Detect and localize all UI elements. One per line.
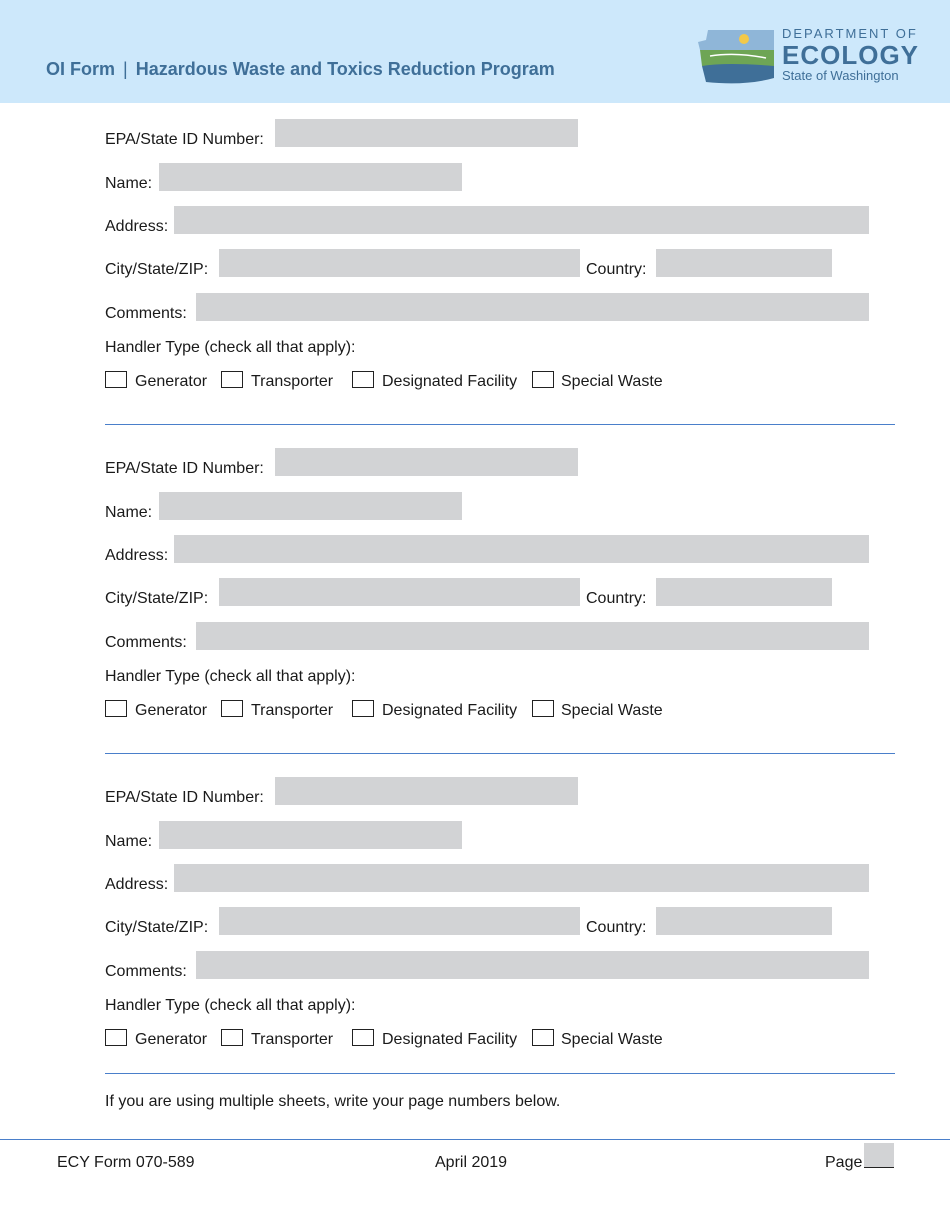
header-title [46, 59, 555, 80]
handler-type-label: Handler Type (check all that apply): [105, 668, 356, 685]
country-label: Country: [586, 919, 647, 936]
city-state-zip-label: City/State/ZIP: [105, 590, 209, 607]
transporter-label: Transporter [251, 373, 334, 390]
washington-state-logo-icon [696, 26, 778, 88]
country-field[interactable] [656, 578, 832, 606]
address-field[interactable] [174, 206, 869, 234]
epa-id-field[interactable] [275, 119, 578, 147]
page-number-field[interactable] [864, 1143, 894, 1168]
page-label: Page [825, 1154, 863, 1171]
logo-text [782, 26, 919, 84]
special-waste-checkbox[interactable] [532, 1029, 554, 1046]
handler-section-3 [0, 768, 950, 1098]
generator-label: Generator [135, 373, 208, 390]
country-field[interactable] [656, 249, 832, 277]
generator-checkbox[interactable] [105, 700, 127, 717]
special-waste-label: Special Waste [561, 1031, 663, 1048]
country-label: Country: [586, 590, 647, 607]
address-label: Address: [105, 876, 169, 893]
title-separator: | [123, 59, 128, 79]
logo-line-2: ECOLOGY [782, 40, 920, 70]
name-field[interactable] [159, 492, 462, 520]
footer-divider [0, 1139, 950, 1140]
special-waste-checkbox[interactable] [532, 371, 554, 388]
address-field[interactable] [174, 535, 869, 563]
handler-section-2 [0, 439, 950, 769]
designated-facility-checkbox[interactable] [352, 371, 374, 388]
name-field[interactable] [159, 163, 462, 191]
designated-facility-checkbox[interactable] [352, 1029, 374, 1046]
special-waste-checkbox[interactable] [532, 700, 554, 717]
name-label: Name: [105, 833, 153, 850]
comments-field[interactable] [196, 622, 869, 650]
handler-section-1 [0, 110, 950, 440]
city-state-zip-field[interactable] [219, 578, 580, 606]
transporter-checkbox[interactable] [221, 1029, 243, 1046]
designated-facility-label: Designated Facility [382, 373, 518, 390]
special-waste-label: Special Waste [561, 373, 663, 390]
special-waste-label: Special Waste [561, 702, 663, 719]
section-divider [105, 1073, 895, 1074]
city-state-zip-field[interactable] [219, 249, 580, 277]
form-name: OI Form [46, 59, 116, 79]
comments-field[interactable] [196, 293, 869, 321]
section-divider [105, 424, 895, 425]
section-divider [105, 753, 895, 754]
designated-facility-checkbox[interactable] [352, 700, 374, 717]
city-state-zip-label: City/State/ZIP: [105, 261, 209, 278]
epa-id-field[interactable] [275, 777, 578, 805]
transporter-checkbox[interactable] [221, 700, 243, 717]
designated-facility-label: Designated Facility [382, 1031, 518, 1048]
transporter-checkbox[interactable] [221, 371, 243, 388]
transporter-label: Transporter [251, 702, 334, 719]
handler-type-label: Handler Type (check all that apply): [105, 997, 356, 1014]
comments-label: Comments: [105, 634, 187, 651]
transporter-label: Transporter [251, 1031, 334, 1048]
name-label: Name: [105, 175, 153, 192]
address-field[interactable] [174, 864, 869, 892]
multiple-sheets-note: If you are using multiple sheets, write your page numbers below. [105, 1093, 561, 1110]
epa-id-label: EPA/State ID Number: [105, 131, 264, 148]
name-field[interactable] [159, 821, 462, 849]
program-name: Hazardous Waste and Toxics Reduction Program [135, 59, 555, 79]
form-number: ECY Form 070-589 [57, 1154, 195, 1171]
handler-type-label: Handler Type (check all that apply): [105, 339, 356, 356]
generator-label: Generator [135, 702, 208, 719]
city-state-zip-field[interactable] [219, 907, 580, 935]
epa-id-field[interactable] [275, 448, 578, 476]
comments-label: Comments: [105, 305, 187, 322]
ecology-logo [696, 26, 920, 88]
generator-label: Generator [135, 1031, 208, 1048]
address-label: Address: [105, 218, 169, 235]
comments-field[interactable] [196, 951, 869, 979]
epa-id-label: EPA/State ID Number: [105, 789, 264, 806]
generator-checkbox[interactable] [105, 1029, 127, 1046]
comments-label: Comments: [105, 963, 187, 980]
name-label: Name: [105, 504, 153, 521]
logo-line-1: DEPARTMENT OF [782, 26, 918, 41]
city-state-zip-label: City/State/ZIP: [105, 919, 209, 936]
form-date: April 2019 [435, 1154, 508, 1171]
generator-checkbox[interactable] [105, 371, 127, 388]
page-header [0, 0, 950, 103]
country-label: Country: [586, 261, 647, 278]
logo-line-3: State of Washington [782, 68, 899, 83]
designated-facility-label: Designated Facility [382, 702, 518, 719]
address-label: Address: [105, 547, 169, 564]
country-field[interactable] [656, 907, 832, 935]
epa-id-label: EPA/State ID Number: [105, 460, 264, 477]
